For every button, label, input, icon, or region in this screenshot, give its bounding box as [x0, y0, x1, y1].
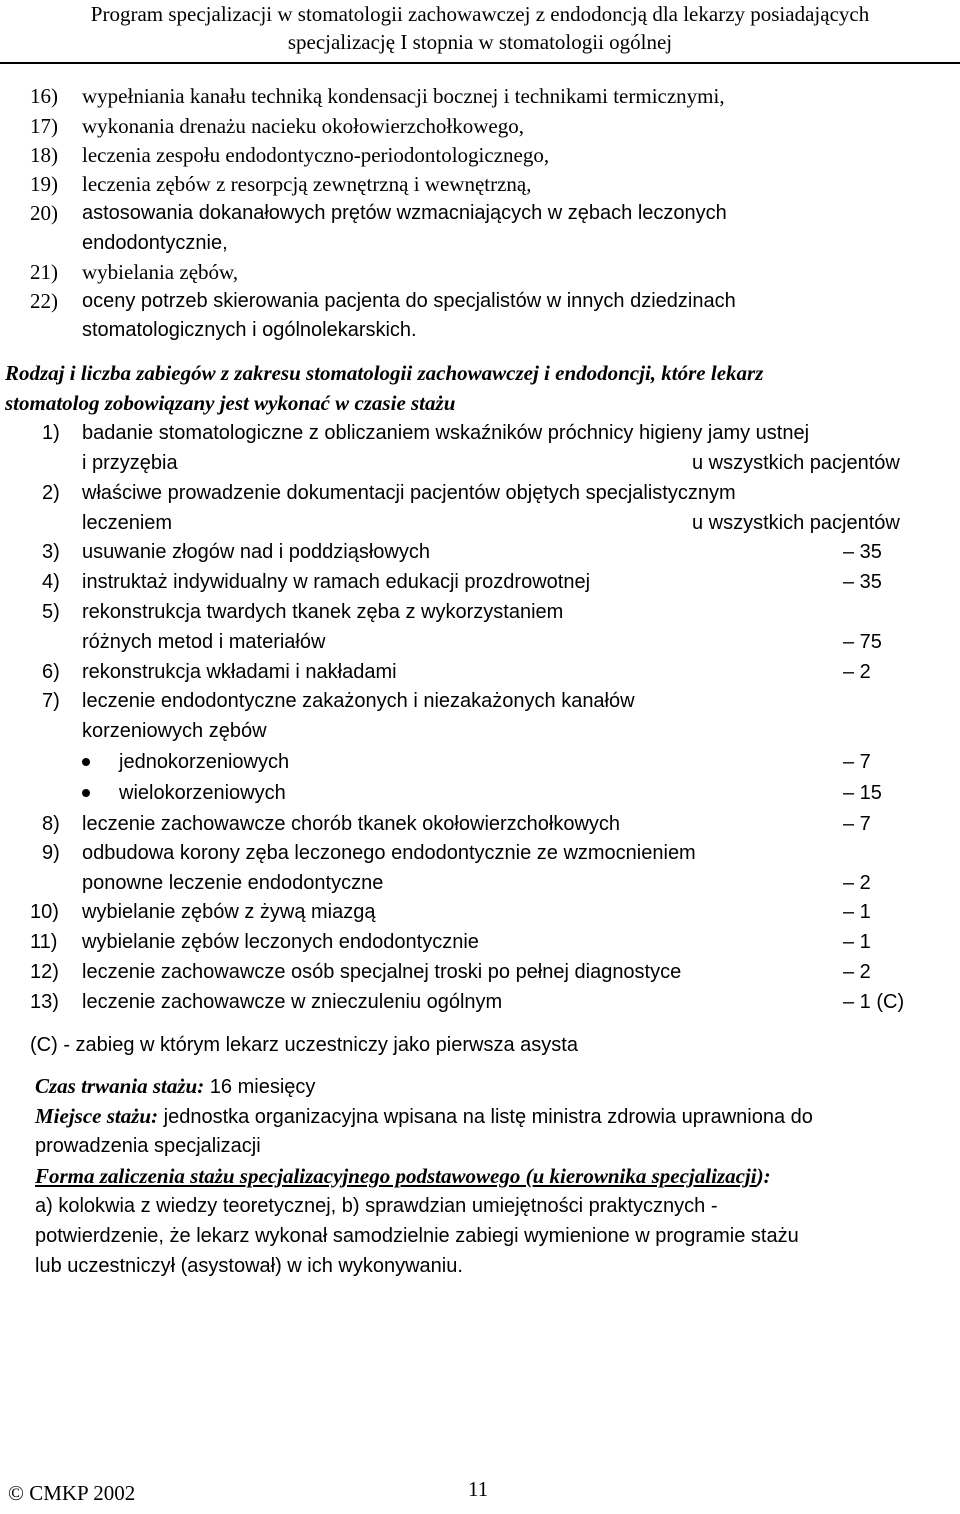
list-item-continuation: stomatologicznych i ogólnolekarskich. [82, 319, 417, 341]
procedure-text: rekonstrukcja wkładami i nakładami [82, 661, 397, 683]
list-item-text: wybielania zębów, [82, 260, 239, 284]
section-heading-line-2: stomatolog zobowiązany jest wykonać w czasie stażu [5, 391, 456, 415]
procedure-count: – 2 [843, 872, 871, 894]
procedure-text: leczenie zachowawcze w znieczuleniu ogólnym [82, 991, 503, 1013]
duration-label: Czas trwania stażu: [35, 1074, 205, 1098]
sub-item-count: – 15 [843, 782, 882, 804]
list-item-number: 21) [30, 260, 58, 284]
list-item-text [82, 200, 956, 226]
procedure-number: 6) [42, 661, 60, 683]
bullet-icon [82, 789, 90, 797]
procedure-number: 11) [30, 931, 58, 953]
procedure-number: 1) [42, 422, 60, 444]
form-label [35, 1163, 771, 1189]
section-heading-line-1: Rodzaj i liczba zabiegów z zakresu stomatologii zachowawczej i endodoncji, które lekarz [5, 361, 764, 385]
list-item [30, 142, 550, 168]
procedure-count: – 1 (C) [843, 991, 905, 1013]
procedure-count: u wszystkich pacjentów [692, 452, 900, 474]
list-item [30, 259, 239, 285]
procedure-number: 7) [42, 690, 60, 712]
procedure-text-cont: różnych metod i materiałów [82, 631, 326, 653]
list-item-text: wypełniania kanału techniką kondensacji bocznej i technikami termicznymi, [82, 84, 725, 108]
procedure-count: – 2 [843, 961, 871, 983]
form-line-3: lub uczestniczył (asystował) w ich wykonywaniu. [35, 1255, 463, 1277]
procedure-text: leczenie endodontyczne zakażonych i niezakażonych kanałów [82, 690, 635, 712]
procedure-text: leczenie zachowawcze chorób tkanek okołowierzchołkowych [82, 813, 621, 835]
procedure-number: 3) [42, 541, 60, 563]
procedure-text: instruktaż indywidualny w ramach edukacji prozdrowotnej [82, 571, 591, 593]
procedure-number: 13) [30, 991, 59, 1013]
procedure-number: 12) [30, 961, 59, 983]
procedure-count: – 1 [843, 931, 871, 953]
procedure-count: – 2 [843, 661, 871, 683]
footer-page-number: 11 [468, 1477, 489, 1501]
place-value: jednostka organizacyjna wpisana na listę ministra zdrowia uprawniona do [158, 1106, 813, 1128]
procedure-number: 10) [30, 901, 59, 923]
procedure-count: – 35 [843, 541, 882, 563]
header-divider [0, 62, 960, 64]
form-label-text: Forma zaliczenia stażu specjalizacyjnego podstawowego ( [35, 1164, 533, 1188]
list-item-number: 16) [30, 84, 58, 108]
list-item [30, 113, 525, 139]
form-line-1: a) kolokwia z wiedzy teoretycznej, b) sprawdzian umiejętności praktycznych - [35, 1195, 718, 1217]
procedure-text: wybielanie zębów leczonych endodontycznie [82, 931, 479, 953]
list-item-number: 19) [30, 172, 58, 196]
procedure-text-cont: ponowne leczenie endodontyczne [82, 872, 384, 894]
procedure-number: 5) [42, 601, 60, 623]
list-item [30, 200, 58, 226]
procedure-number: 9) [42, 842, 60, 864]
procedure-count: u wszystkich pacjentów [692, 512, 900, 534]
list-item-text-line: astosowania dokanałowych prętów wzmacniających w zębach leczonych [82, 202, 727, 224]
list-item [30, 83, 725, 109]
page-header [0, 0, 960, 56]
procedure-text: rekonstrukcja twardych tkanek zęba z wykorzystaniem [82, 601, 564, 623]
form-label-end: ): [756, 1164, 771, 1188]
list-item-number: 20) [30, 201, 58, 225]
header-line-1: Program specjalizacji w stomatologii zachowawczej z endodoncją dla lekarzy posiadających [90, 2, 870, 26]
list-item-number: 22) [30, 289, 58, 313]
sub-item-text: wielokorzeniowych [119, 782, 286, 804]
list-item-text: wykonania drenażu nacieku okołowierzchołkowego, [82, 114, 525, 138]
place-line [35, 1103, 813, 1130]
procedure-text: badanie stomatologiczne z obliczaniem wskaźników próchnicy higieny jamy ustnej [82, 422, 810, 444]
sub-item-count: – 7 [843, 751, 871, 773]
procedure-text: właściwe prowadzenie dokumentacji pacjentów objętych specjalistycznym [82, 482, 736, 504]
procedure-text-cont: i przyzębia [82, 452, 178, 474]
list-item-continuation: endodontycznie, [82, 232, 228, 254]
list-item [30, 171, 532, 197]
place-continuation: prowadzenia specjalizacji [35, 1135, 261, 1157]
procedure-number: 8) [42, 813, 60, 835]
procedure-count: – 35 [843, 571, 882, 593]
procedure-text-cont: leczeniem [82, 512, 173, 534]
header-line-2: specjalizację I stopnia w stomatologii ogólnej [287, 30, 673, 54]
list-item [30, 288, 58, 314]
footer-copyright: © CMKP 2002 [8, 1481, 136, 1505]
list-item-number: 17) [30, 114, 58, 138]
place-label: Miejsce stażu: [35, 1104, 159, 1128]
form-line-2: potwierdzenie, że lekarz wykonał samodzielnie zabiegi wymienione w programie stażu [35, 1225, 799, 1247]
procedure-count: – 1 [843, 901, 871, 923]
procedure-text-cont: korzeniowych zębów [82, 720, 267, 742]
list-item-text: leczenia zespołu endodontyczno-periodontologicznego, [82, 143, 550, 167]
procedure-text: odbudowa korony zęba leczonego endodontycznie ze wzmocnieniem [82, 842, 696, 864]
procedure-number: 4) [42, 571, 60, 593]
procedure-count: – 75 [843, 631, 882, 653]
procedure-text: leczenie zachowawcze osób specjalnej troski po pełnej diagnostyce [82, 961, 682, 983]
procedure-number: 2) [42, 482, 60, 504]
form-label-underlined: u kierownika specjalizacji [532, 1164, 757, 1188]
footnote: (C) - zabieg w którym lekarz uczestniczy jako pierwsza asysta [30, 1034, 578, 1056]
list-item-text: oceny potrzeb skierowania pacjenta do specjalistów w innych dziedzinach [82, 290, 736, 312]
sub-item-text: jednokorzeniowych [119, 751, 290, 773]
procedure-text: wybielanie zębów z żywą miazgą [82, 901, 376, 923]
list-item-number: 18) [30, 143, 58, 167]
duration-value: 16 miesięcy [204, 1076, 316, 1098]
list-item-text: leczenia zębów z resorpcją zewnętrzną i wewnętrzną, [82, 172, 532, 196]
duration-line [35, 1073, 315, 1100]
procedure-count: – 7 [843, 813, 871, 835]
bullet-icon [82, 758, 90, 766]
procedure-text: usuwanie złogów nad i poddziąsłowych [82, 541, 430, 563]
